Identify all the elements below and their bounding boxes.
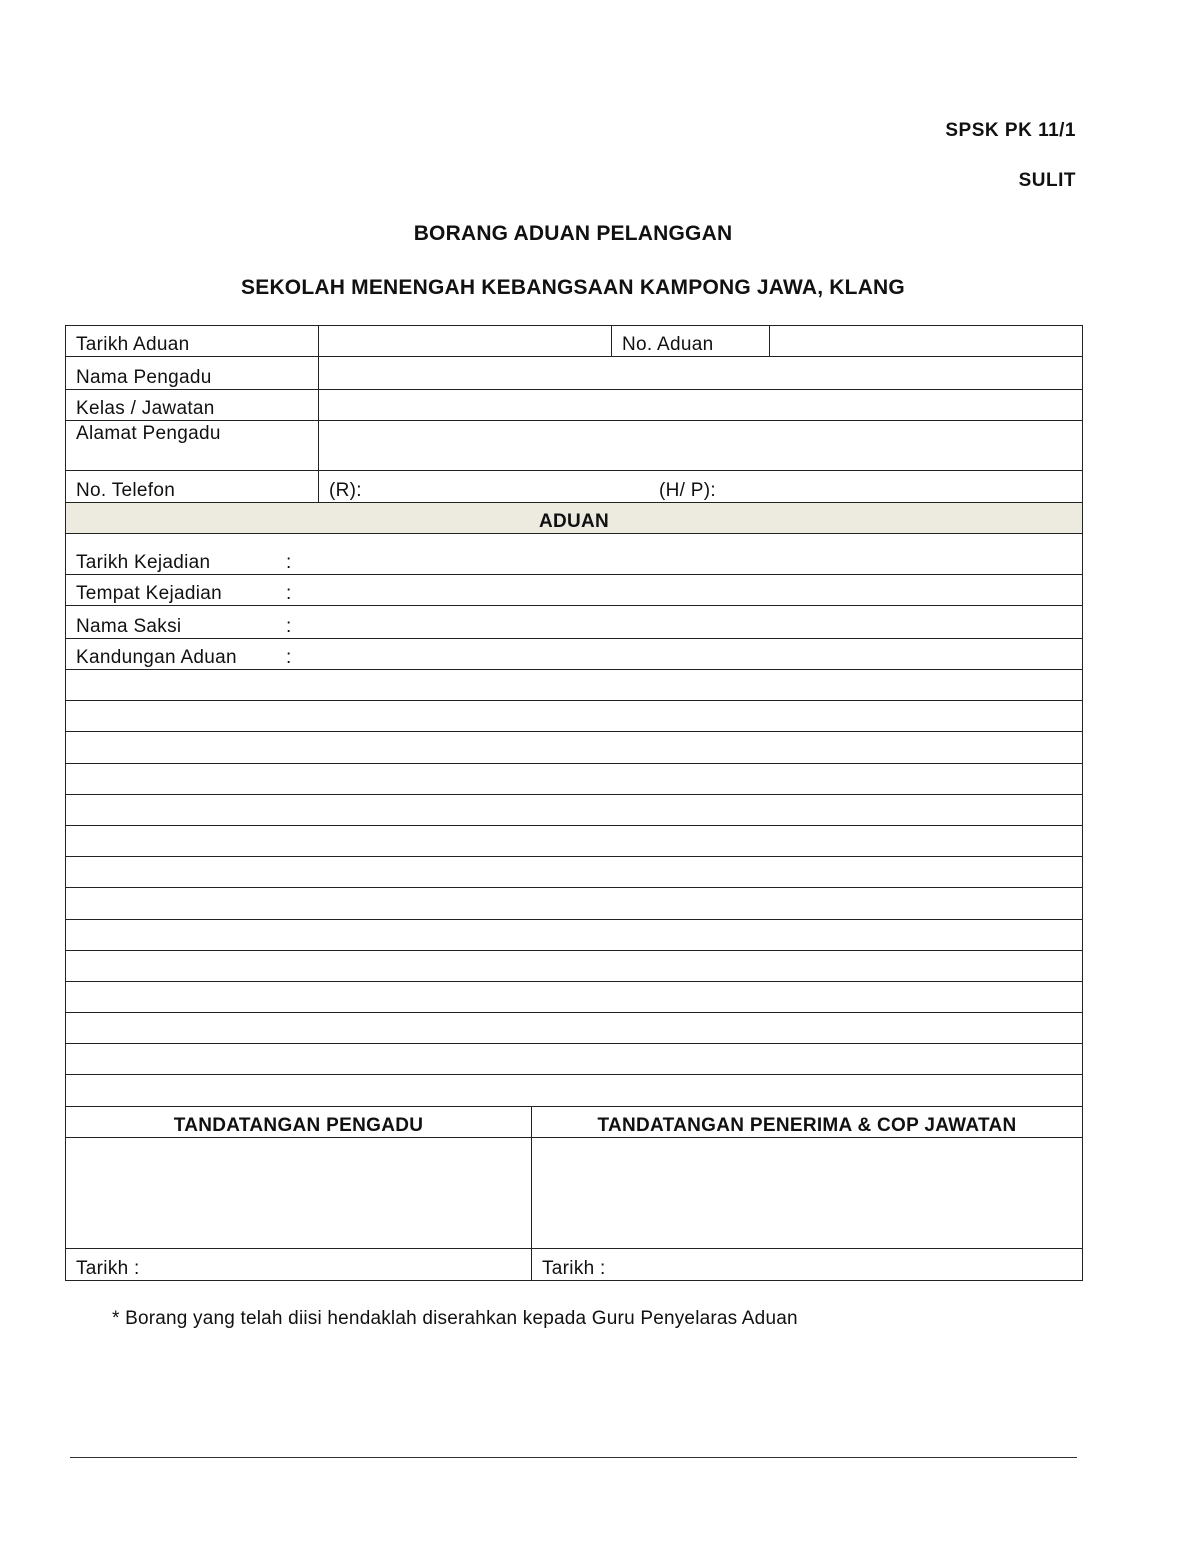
address-field[interactable]: [319, 421, 1083, 471]
complaint-content-line[interactable]: [66, 1075, 1083, 1106]
complainant-name-label: Nama Pengadu: [66, 357, 319, 390]
complaint-content-line[interactable]: [66, 732, 1083, 763]
form-code: SPSK PK 11/1: [945, 120, 1076, 141]
complaint-content-row[interactable]: [66, 639, 1083, 670]
complaint-number-label: No. Aduan: [612, 326, 770, 357]
complainant-signature-date[interactable]: Tarikh :: [66, 1249, 532, 1281]
complaint-content-line[interactable]: [66, 763, 1083, 794]
complaint-content-line[interactable]: [66, 670, 1083, 701]
colon: :: [286, 583, 292, 604]
phone-mobile-label: (H/ P):: [659, 480, 716, 501]
complaint-section-header: ADUAN: [66, 503, 1083, 534]
form-title: BORANG ADUAN PELANGGAN: [413, 222, 733, 245]
complaint-content-line[interactable]: [66, 950, 1083, 981]
complaint-content-line[interactable]: [66, 1044, 1083, 1075]
classification-label: SULIT: [1018, 170, 1076, 191]
witness-row[interactable]: [66, 606, 1083, 639]
phone-label: No. Telefon: [66, 471, 319, 503]
receiver-signature-box[interactable]: [532, 1138, 1083, 1249]
school-name: SEKOLAH MENENGAH KEBANGSAAN KAMPONG JAWA, KLANG: [241, 276, 905, 299]
phone-field[interactable]: [319, 471, 1083, 503]
submission-note: * Borang yang telah diisi hendaklah diserahkan kepada Guru Penyelaras Aduan: [112, 1308, 798, 1329]
complaint-content-label: Kandungan Aduan: [76, 647, 237, 668]
complaint-content-line[interactable]: [66, 794, 1083, 825]
address-label: Alamat Pengadu: [66, 421, 319, 471]
complainant-signature-header: TANDATANGAN PENGADU: [66, 1107, 532, 1138]
class-position-label: Kelas / Jawatan: [66, 390, 319, 421]
receiver-signature-date[interactable]: Tarikh :: [532, 1249, 1083, 1281]
complaint-content-line[interactable]: [66, 981, 1083, 1012]
footer-divider: [70, 1457, 1077, 1458]
colon: :: [286, 647, 292, 668]
incident-date-row[interactable]: [66, 534, 1083, 575]
complaint-content-line[interactable]: [66, 701, 1083, 732]
complaint-content-line[interactable]: [66, 919, 1083, 950]
class-position-field[interactable]: [319, 390, 1083, 421]
complaint-number-field[interactable]: [770, 326, 1083, 357]
complaint-form-table: [65, 325, 1083, 1107]
signature-table: [65, 1106, 1083, 1281]
receiver-signature-header: TANDATANGAN PENERIMA & COP JAWATAN: [532, 1107, 1083, 1138]
complaint-content-line[interactable]: [66, 825, 1083, 856]
incident-date-label: Tarikh Kejadian: [76, 552, 211, 573]
colon: :: [286, 616, 292, 637]
complaint-content-line[interactable]: [66, 888, 1083, 919]
complaint-content-line[interactable]: [66, 1013, 1083, 1044]
colon: :: [286, 552, 292, 573]
witness-label: Nama Saksi: [76, 616, 182, 637]
complaint-content-lines: [66, 670, 1083, 1107]
complaint-date-label: Tarikh Aduan: [66, 326, 319, 357]
phone-home-label: (R):: [329, 480, 362, 501]
incident-place-label: Tempat Kejadian: [76, 583, 223, 604]
incident-place-row[interactable]: [66, 575, 1083, 606]
complainant-name-field[interactable]: [319, 357, 1083, 390]
complainant-signature-box[interactable]: [66, 1138, 532, 1249]
complaint-content-line[interactable]: [66, 857, 1083, 888]
complaint-date-field[interactable]: [319, 326, 612, 357]
